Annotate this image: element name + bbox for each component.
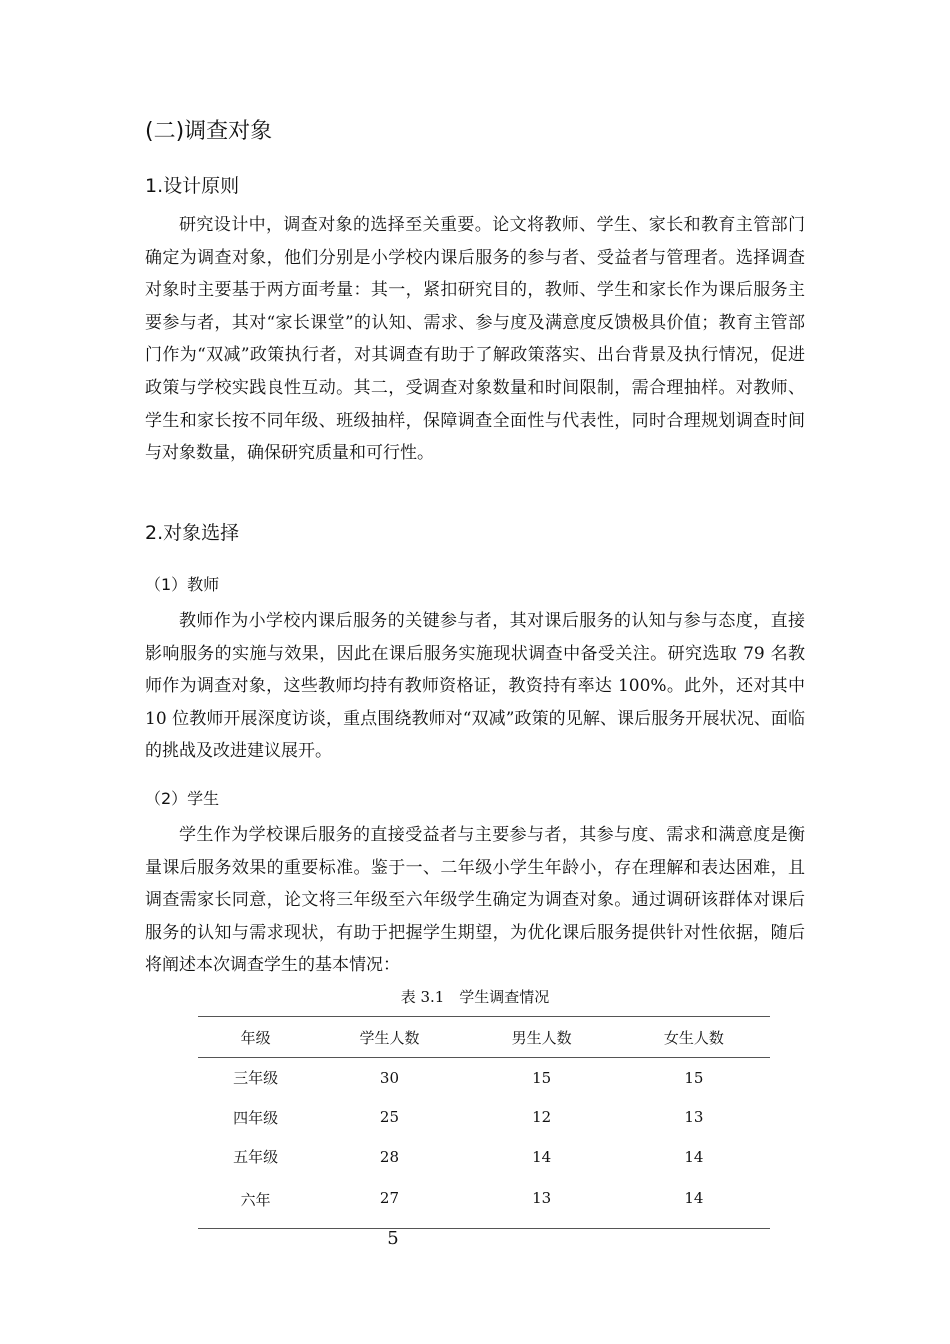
table-row — [198, 1137, 770, 1177]
cell-grade: 五年级 — [233, 1148, 279, 1167]
table-row — [198, 1177, 770, 1229]
cell-boy-count: 13 — [466, 1177, 618, 1229]
section-title: (二)调查对象 — [145, 119, 273, 144]
cell-grade: 四年级 — [233, 1108, 279, 1127]
header-boy-count: 男生人数 — [466, 1017, 618, 1058]
cell-grade: 三年级 — [233, 1069, 279, 1088]
header-grade: 年级 — [198, 1017, 313, 1058]
page-number: 5 — [387, 1228, 399, 1249]
header-student-count: 学生人数 — [313, 1017, 465, 1058]
cell-girl-count: 14 — [684, 1147, 704, 1166]
table-row — [198, 1098, 770, 1138]
table-header-row — [198, 1017, 770, 1058]
subsection-title-object-selection: 2.对象选择 — [145, 522, 240, 544]
heading-student: （2）学生 — [145, 789, 220, 808]
cell-boy-count: 12 — [532, 1108, 552, 1127]
cell-boy-count: 14 — [532, 1147, 552, 1166]
cell-girl-count: 13 — [684, 1108, 704, 1127]
cell-student-count: 30 — [379, 1068, 400, 1087]
student-survey-table — [198, 1016, 770, 1229]
table-row — [198, 1058, 770, 1098]
table-caption: 表 3.1 学生调查情况 — [400, 988, 550, 1006]
paragraph-teacher: 教师作为小学校内课后服务的关键参与者，其对课后服务的认知与参与态度，直接影响服务的实施与效果，因此在课后服务实施现状调查中备受关注。研究选取 79 名教师作为调查对象，这些教师均持有教师资格证，教资持有率达 100%。此外，还对其中 10 位教师开展深度访谈，重点围绕教师对“双减”政策的见解、课后服务开展状况、面临的挑战及改进建议展开。 — [145, 611, 805, 762]
cell-student-count: 27 — [313, 1177, 465, 1229]
header-girl-count: 女生人数 — [618, 1017, 770, 1058]
cell-girl-count: 14 — [618, 1177, 770, 1229]
cell-student-count: 25 — [379, 1108, 400, 1127]
cell-boy-count: 15 — [532, 1068, 552, 1087]
heading-teacher: （1）教师 — [145, 575, 220, 594]
cell-grade: 六年 — [198, 1177, 313, 1229]
cell-student-count: 28 — [379, 1147, 400, 1166]
cell-girl-count: 15 — [684, 1068, 704, 1087]
paragraph-student: 学生作为学校课后服务的直接受益者与主要参与者，其参与度、需求和满意度是衡量课后服务效果的重要标准。鉴于一、二年级小学生年龄小，存在理解和表达困难，且调查需家长同意，论文将三年级至六年级学生确定为调查对象。通过调研该群体对课后服务的认知与需求现状，有助于把握学生期望，为优化课后服务提供针对性依据，随后将阐述本次调查学生的基本情况： — [145, 825, 805, 976]
subsection-title-design-principle: 1.设计原则 — [145, 175, 240, 197]
paragraph-design-principle: 研究设计中，调查对象的选择至关重要。论文将教师、学生、家长和教育主管部门确定为调查对象，他们分别是小学校内课后服务的参与者、受益者与管理者。选择调查对象时主要基于两方面考量：其一，紧扣研究目的，教师、学生和家长作为课后服务主要参与者，其对“家长课堂”的认知、需求、参与度及满意度反馈极具价值；教育主管部门作为“双减”政策执行者，对其调查有助于了解政策落实、出台背景及执行情况，促进政策与学校实践良性互动。其二，受调查对象数量和时间限制，需合理抽样。对教师、学生和家长按不同年级、班级抽样，保障调查全面性与代表性，同时合理规划调查时间与对象数量，确保研究质量和可行性。 — [145, 215, 805, 464]
